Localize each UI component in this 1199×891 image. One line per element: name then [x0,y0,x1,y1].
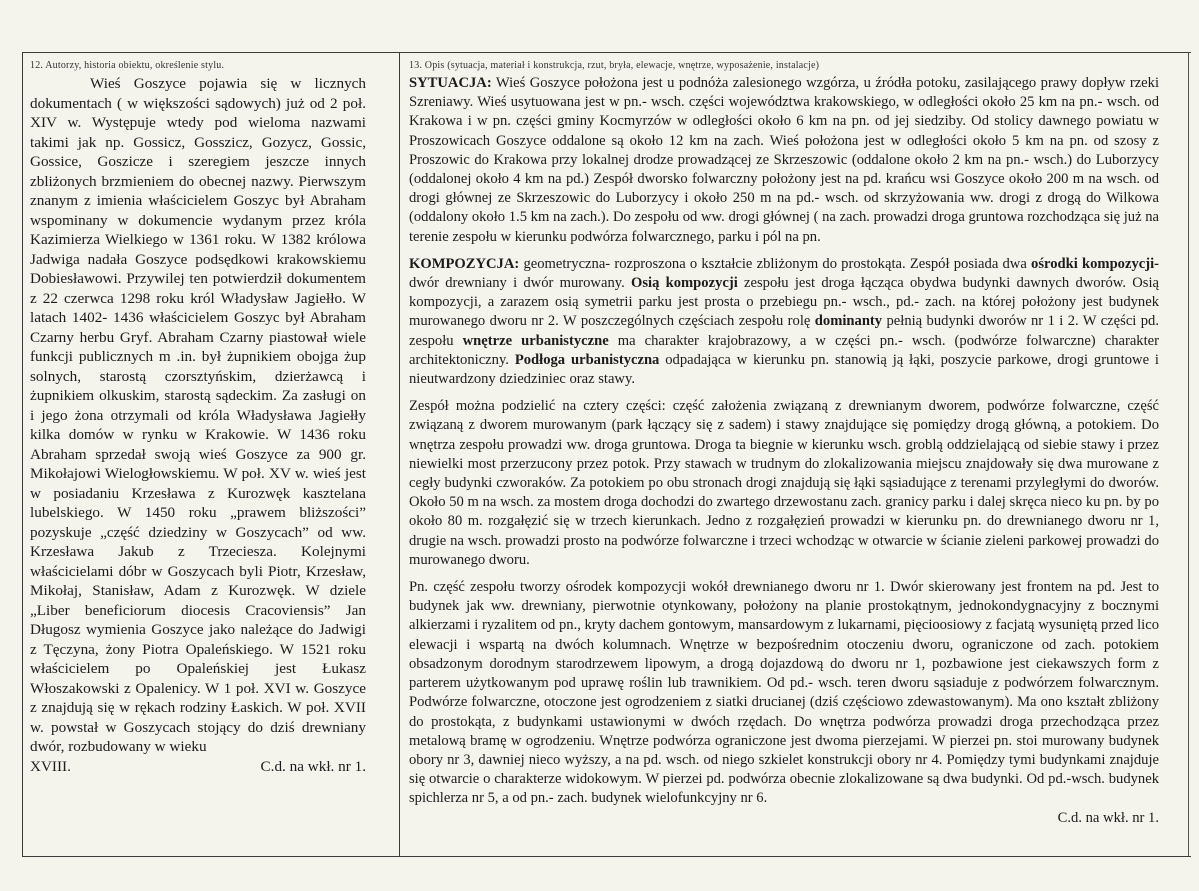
kompozycja-term-dominants: dominanty [814,313,883,330]
form-bottom-border [22,856,1191,857]
sytuacja-paragraph [409,74,1159,247]
form-right-border [1188,52,1189,856]
kompozycja-text-i: ma charakter krajobrazowy, a w części pn.- wsch. (podwórze folwarczne) charakter architektoniczny. [409,332,1159,368]
zespol-paragraph: Zespół można podzielić na cztery części: część założenia związaną z drewnianym dworem, podwórze folwarczne, część związaną z dworem murowanym (park łączący się z sadem) i stawy znajdujące się pomiędzy drogą główną, a potokiem. Do wnętrza zespołu prowadzi ww. droga gruntowa. Droga ta biegnie w kierunku wsch. groblą oddzielającą od siebie stawy i przez niewielki most przerzucony przez potok. Przy stawach w trudnym do zlokalizowania miejscu znajdowały się dwa murowane z cegły budynki czworaków. Za potokiem po obu stronach drogi znajdują się łąki sąsiadujące z terenami przyległymi do dworów. Około 50 m na wsch. za mostem droga dochodzi do zwartego drzewostanu zach. granicy parku i dalej skręca nieco ku pn. by po około 80 m. rozgałęzić się w trzech kierunkach. Jedno z rozgałęzień prowadzi w kierunku pn. do drewnianego dworu nr 1, drugie na wsch. prowadzi prosto na podwórze folwarczne i trzeci wchodząc w otwarcie w ścianie zieleni parkowej prowadzi do murowanego dworu. [409,398,1159,568]
history-continuation: C.d. na wkł. nr 1. [260,757,366,775]
kompozycja-text-e: zespołu jest droga łącząca obydwa budynki dawnych dworów. Osią kompozycji, a zarazem osią symetrii parku jest prosta o przebiegu pn.- wsch., pd.- zach. na której położony jest budynek murowanego dworu nr 2. W poszczególnych częściach zespołu rolę [409,275,1159,330]
kompozycja-paragraph [409,255,1159,389]
field-label-12: 12. Autorzy, historia obiektu, określenie stylu. [30,60,225,71]
history-paragraph: Wieś Goszyce pojawia się w licznych dokumentach ( w większości sądowych) już od 2 poł. XIV w. Występuje wtedy pod wieloma nazwami takimi jak np. Gossicz, Gosszicz, Gozycz, Gossic, Gossice, Goszicze i szeregiem jeszcze innych zbliżonych brzmieniem do obecnej nazwy. Pierwszym znanym z imienia właścicielem Goszyc był Abraham wspominany w dokumencie wydanym przez króla Kazimierza Wielkiego w 1361 roku. W 1382 królowa Jadwiga nadała Goszyce podsędkowi krakowskiemu Dobiesławowi. Przywilej ten potwierdził dokumentem z 22 czerwca 1298 roku król Władysław Jagiełło. W latach 1402- 1436 właścicielem Goszyc był Abraham Czarny herbu Gryf. Abraham Czarny piastował wiele funkcji publicznych m .in. był żupnikiem obojga żup solnych, starostą czorsztyńskim, dzierżawcą i żupnikiem olkuskim, starostą sądeckim. Za zasługi on i jego żona otrzymali od króla Władysława Jagiełły kilka domów w rynku w Krakowie. W 1436 roku Abraham sprzedał swoją wieś Goszyce za 900 gr. Mikołajowi Wielogłowskiemu. W poł. XV w. wieś jest w posiadaniu Krzesława z Kurozwęk kasztelana lubelskiego. W 1450 roku „prawem bliższości” pozyskuje „część dziedziny w Goszycach” od ww. Krzesława Jakub z Trzeciesza. Kolejnymi właścicielami dóbr w Goszycach byli Piotr, Krzesław, Mikołaj, Stanisław, Adam z Kurozwęk. W dziele „Liber beneficiorum diocesis Cracoviensis” Jan Długosz wymienia Goszyce jako należące do Jadwigi z Tęczyna, żony Piotra Opaleńskiego. W 1521 roku właścicielem po Opaleńskiej jest Łukasz Włoszakowski z Opalenicy. W 1 poł. XVI w. Goszyce z znajdują się w rękach rodziny Łaskich. W poł. XVII w. powstał w Goszycach stojący do dziś drewniany dwór, rozbudowany w wieku [30,75,366,755]
history-ending [30,757,366,777]
kompozycja-text-a: geometryczna- rozproszona o kształcie zbliżonym do prostokąta. Zespół posiada dwa [523,255,1027,272]
kompozycja-text-g: pełnią budynki dworów nr 1 i 2. W części pd. zespołu [409,313,1159,349]
description-column [409,60,1159,828]
column-divider [399,52,400,856]
pn-paragraph: Pn. część zespołu tworzy ośrodek kompozycji wokół drewnianego dworu nr 1. Dwór skierowany jest frontem na pd. Jest to budynek jak ww. drewniany, pierwotnie otynkowany, położony na planie prostokątnym, jednokondygnacyjny z bocznymi alkierzami i ryzalitem od pn., kryty dachem gontowym, mansardowym z lukarnami, pięcioosiowy z facjatą wysuniętą przed lico elewacji i wspartą na dwóch kolumnach. Wnętrze w bezpośrednim otoczeniu dworu, ograniczone od zach. potokiem obsadzonym dorodnym starodrzewem lipowym, a drogą dojazdową do dworu nr 1, pozbawione jest ciekawszych form z parterem użytkowanym pod uprawę roślin lub trawnikiem. Od pd.- wsch. teren dworu sąsiaduje z podwórzem folwarcznym. Podwórze folwarczne, otoczone jest ogrodzeniem z siatki drucianej (dziś częściowo zdewastowanym). Ma ono kształt zbliżony do prostokąta, z budynkami ustawionymi w dwóch rzędach. Do wnętrza podwórza prowadzi droga przechodząca przez metalową bramę w ogrodzeniu. Wnętrze podwórza ograniczone jest dwoma pierzejami. W pierzei pn. stoi murowany budynek obory nr 3, dawniej nieco wyższy, a na pd. wsch. od niego szkielet konstrukcji obory nr 4. Pomiędzy tymi budynkami znajduje się otwarcie o charakterze widokowym. W pierzei pd. podwórza obecnie zlokalizowane są dwa budynki. Od pd.-wsch. budynek spichlerza nr 5, a od pn.- zach. budynek wielofunkcyjny nr 6. [409,579,1159,807]
kompozycja-term-centers: ośrodki kompozycji- [1031,255,1160,272]
form-top-border [22,52,1191,53]
history-last-word: XVIII. [30,757,71,775]
description-continuation: C.d. na wkł. nr 1. [1057,809,1159,826]
sytuacja-title: SYTUACJA: [409,75,492,91]
kompozycja-title: KOMPOZYCJA: [409,255,520,272]
description-ending [409,809,1159,828]
kompozycja-text-k: odpadająca w kierunku pn. stanowią ją łąki, poszycie parkowe, drogi gruntowe i nieutwardzony dziedziniec oraz stawy. [409,351,1159,388]
sytuacja-text: Wieś Goszyce położona jest u podnóża zalesionego wzgórza, u źródła potoku, zasilającego prawy dopływ rzeki Szreniawy. Wieś usytuowana jest w pn.- wsch. części województwa krakowskiego, w odległości około 25 km na pn.- wsch. od Krakowa i w pn. części gminy Kocmyrzów w odległości około 6 km na pn. od jej siedziby. Od stolicy dawnego powiatu w Proszowicach Goszyce oddalone są około 12 km na zach. Wieś położona jest w odległości około 5 km na pn. od szosy z Proszowic do Krakowa przy lokalnej drodze prowadzącej ze Skrzeszowic (oddalone około 2 km na pn.- wsch.) do Luborzycy (oddalonej około 4 km na pd.) Zespół dworsko folwarczny położony jest na pd. krańcu wsi Goszyce około 200 m na wsch. od drogi głównej ze Skrzeszowic do Luborzycy i około 250 m na pd.- wsch. od skrzyżowania ww. drogi z drogą do Wilkowa (oddalony około 1.5 km na zach.). Do zespołu od ww. drogi głównej ( na zach. prowadzi droga gruntowa rozchodząca się już na terenie zespołu w kierunku podwórza folwarcznego, parku i pól na pn. [409,75,1159,245]
kompozycja-term-axis: Osią kompozycji [630,275,738,292]
field-label-13: 13. Opis (sytuacja, materiał i konstrukcja, rzut, bryła, elewacje, wnętrze, wyposażenie, instalacje) [409,60,820,71]
form-left-border [22,52,23,856]
kompozycja-text-c: dwór drewniany i dwór murowany. [409,275,625,292]
kompozycja-term-floor: Podłoga urbanistyczna [514,351,660,368]
history-column [30,60,366,776]
kompozycja-term-interior: wnętrze urbanistyczne [462,332,609,349]
